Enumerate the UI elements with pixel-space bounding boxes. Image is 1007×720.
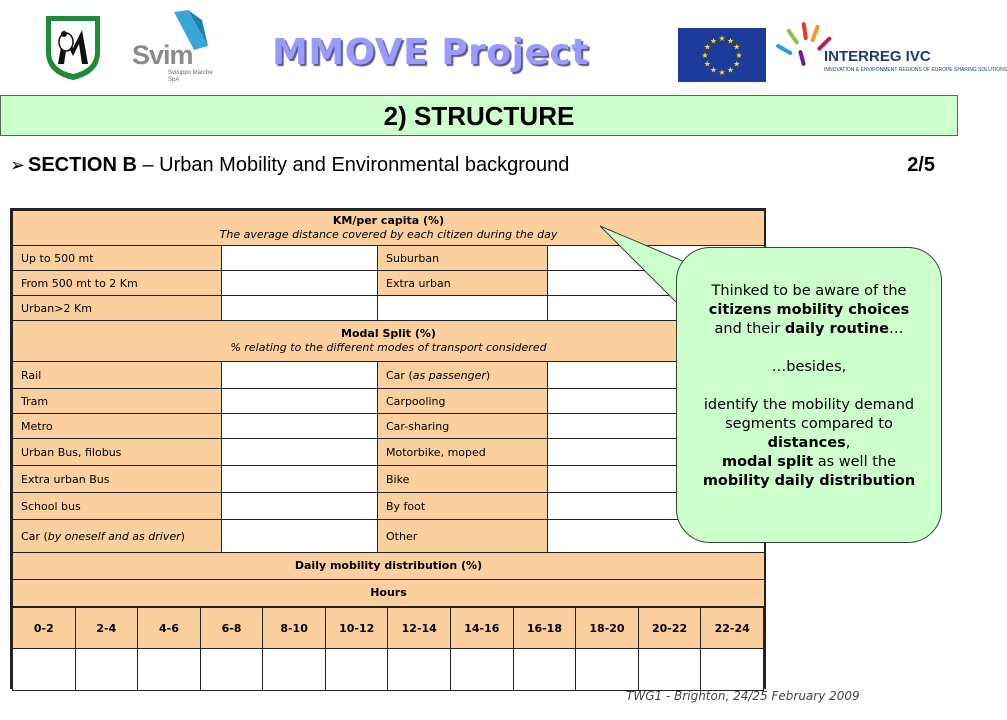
row-label: Car (by oneself and as driver) [13,520,222,553]
hour-slot: 8-10 [263,608,326,649]
callout-line: identify the mobility demand segments compared to distances, [703,397,915,451]
input-cell[interactable] [222,389,378,414]
hour-input-cell[interactable] [325,649,388,691]
hour-input-cell[interactable] [638,649,701,691]
row-label: Car-sharing [378,414,548,439]
input-cell[interactable] [222,296,378,321]
hours-header [13,580,765,607]
hour-input-cell[interactable] [75,649,138,691]
hour-input-cell[interactable] [513,649,576,691]
section-heading [10,154,935,177]
row-label: Rail [13,362,222,389]
page-title: MMOVE Project [272,32,589,73]
hour-input-cell[interactable] [701,649,764,691]
input-cell[interactable] [222,362,378,389]
hour-input-cell[interactable] [200,649,263,691]
row-label: Up to 500 mt [13,246,222,271]
hour-slot: 14-16 [451,608,514,649]
row-label: Car (as passenger) [378,362,548,389]
callout-note [676,247,942,543]
input-cell[interactable] [222,493,378,520]
hour-slot: 4-6 [138,608,201,649]
input-cell[interactable] [222,246,378,271]
eu-star-icon: ★ [735,51,743,60]
hour-input-cell[interactable] [13,649,76,691]
input-cell[interactable] [222,466,378,493]
callout-line: modal split as well the [721,454,897,470]
row-label: Other [378,520,548,553]
footer-note: TWG1 - Brighton, 24/25 February 2009 [626,689,860,703]
modal-subtitle: % relating to the different modes of transport considered [230,341,547,354]
callout-line: and their daily routine… [714,321,904,337]
hour-slot: 18-20 [576,608,639,649]
eu-star-icon: ★ [726,36,735,46]
row-label: Urban>2 Km [13,296,222,321]
row-label: Suburban [378,246,548,271]
hour-input-cell[interactable] [576,649,639,691]
hour-slot: 16-18 [513,608,576,649]
svim-logo-subtext: Sviluppo Marche SpA [168,70,213,83]
daily-title: Daily mobility distribution (%) [294,559,483,572]
hour-input-cell[interactable] [451,649,514,691]
row-label: Tram [13,389,222,414]
eu-star-icon: ★ [709,36,718,46]
row-label: By foot [378,493,548,520]
eu-star-icon: ★ [709,65,718,75]
arrow-bullet-icon: ➢ [10,155,26,175]
section-label: SECTION B [28,154,137,176]
eu-star-icon: ★ [701,51,709,60]
input-cell[interactable] [222,520,378,553]
eu-star-icon: ★ [733,42,741,52]
eu-star-icon: ★ [718,34,726,43]
hour-slot: 2-4 [75,608,138,649]
row-label: Metro [13,414,222,439]
hour-input-cell[interactable] [138,649,201,691]
svim-logo [128,10,214,82]
eu-star-icon: ★ [726,65,735,75]
input-cell[interactable] [222,439,378,466]
hours-label: Hours [370,586,407,599]
hours-table [12,607,764,691]
row-label: From 500 mt to 2 Km [13,271,222,296]
eu-star-icon: ★ [733,59,741,69]
row-label: Extra urban [378,271,548,296]
eu-star-icon: ★ [703,59,711,69]
input-cell[interactable] [222,271,378,296]
row-label: School bus [13,493,222,520]
callout-line: …besides, [771,359,847,375]
eu-star-icon: ★ [718,68,726,77]
modal-title: Modal Split (%) [341,327,436,340]
interreg-logo [786,20,1007,84]
hour-slot: 0-2 [13,608,76,649]
hour-input-cell[interactable] [263,649,326,691]
callout-line: citizens mobility choices [708,302,910,318]
svim-logo-text: Svim [132,40,193,70]
hour-slot: 10-12 [325,608,388,649]
interreg-logo-text: INTERREG IVC [824,48,931,65]
row-label: Bike [378,466,548,493]
input-cell[interactable] [222,414,378,439]
hour-slot: 20-22 [638,608,701,649]
modal-header [13,321,765,362]
empty-cell [378,296,548,321]
callout-line: Thinked to be aware of the [711,283,907,299]
regione-marche-logo [42,12,104,82]
section-title: – Urban Mobility and Environmental background [136,154,570,176]
row-label: Carpooling [378,389,548,414]
daily-header [13,553,765,580]
hour-slot: 22-24 [701,608,764,649]
row-label: Motorbike, moped [378,439,548,466]
callout-line: mobility daily distribution [702,473,916,489]
km-title: KM/per capita (%) [332,214,445,227]
row-label: Extra urban Bus [13,466,222,493]
hour-input-cell[interactable] [388,649,451,691]
page-counter: 2/5 [907,154,935,176]
interreg-logo-tagline: INNOVATION & ENVIRONMENT REGIONS OF EUROPE SHARING SOLUTIONS [824,67,1007,73]
hour-slot: 12-14 [388,608,451,649]
row-label: Urban Bus, filobus [13,439,222,466]
km-subtitle: The average distance covered by each citizen during the day [219,228,558,241]
structure-banner [0,95,958,136]
eu-star-icon: ★ [703,42,711,52]
hour-slot: 6-8 [200,608,263,649]
eu-flag-logo [678,28,766,82]
banner-title: 2) STRUCTURE [383,101,575,131]
